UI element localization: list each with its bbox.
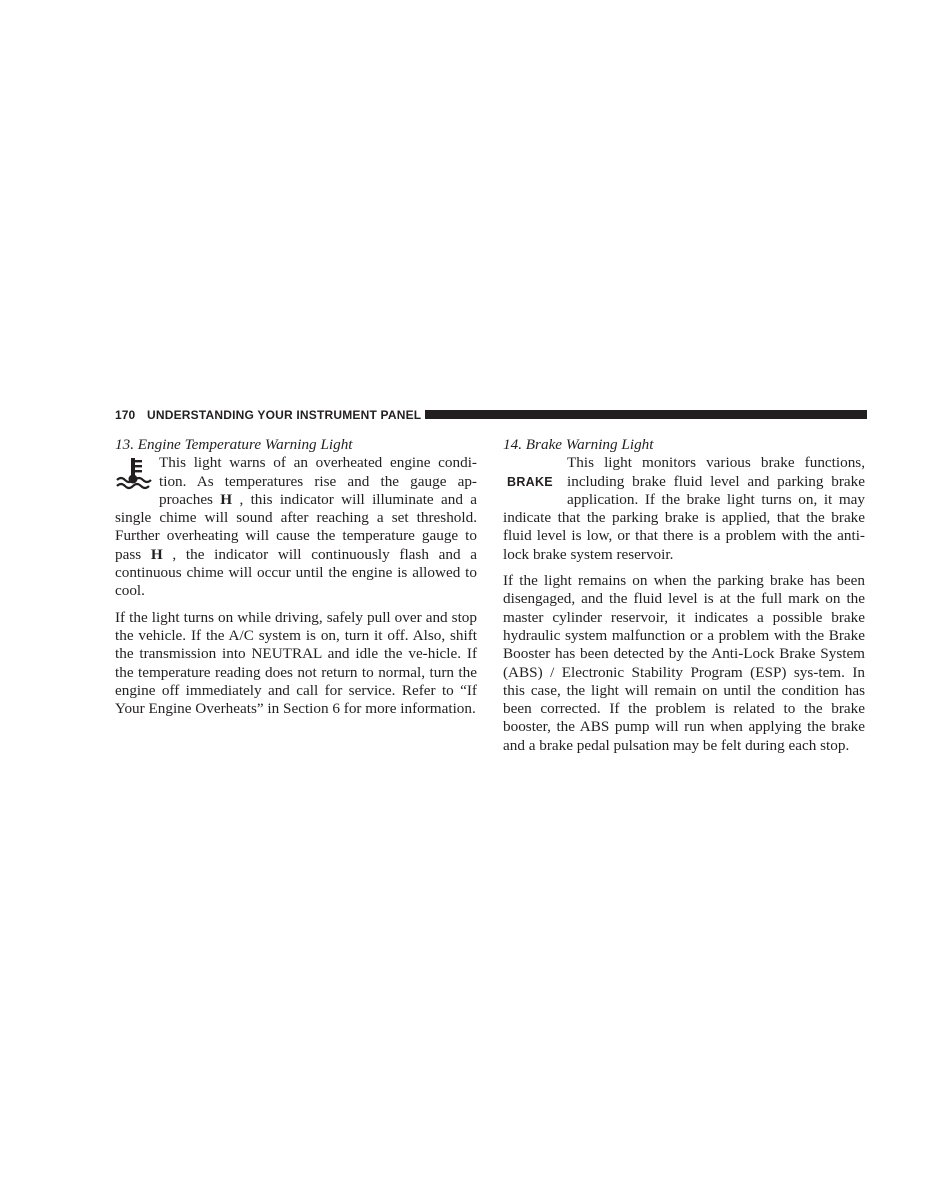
brake-heading: 14. Brake Warning Light	[503, 436, 654, 453]
engine-temperature-icon	[115, 456, 159, 496]
p1-line-a: This light warns of an overheated engine condi-	[159, 454, 477, 472]
brake-paragraph-1	[503, 454, 865, 564]
right-column	[503, 436, 865, 755]
engine-temp-paragraph-1	[115, 454, 477, 600]
p1-line-c-pre: proaches	[159, 490, 221, 508]
brake-p1-c: application. If the brake light turns on, it may	[567, 490, 865, 508]
p1-rest-pre: single chime will sound after reaching a set threshold. Further overheating will cause the temperature gauge to pass	[115, 509, 477, 563]
hot-marker: H	[220, 490, 233, 508]
p1-line-c-post: , this indicator will illuminate and a	[232, 490, 477, 508]
brake-p1-a: This light monitors various brake functions,	[567, 454, 865, 472]
brake-p1-e: the brake fluid level is low, or that there is a problem with the anti-lock brake system reservoir.	[503, 509, 866, 563]
p1-line-b: tion. As temperatures rise and the gauge ap-	[159, 472, 477, 490]
header-rule	[425, 410, 867, 419]
engine-temp-paragraph-2: If the light turns on while driving, safely pull over and stop the vehicle. If the A/C system is on, turn it off. Also, shift the transmission into NEUTRAL and idle the ve-hicle. If the temperature reading does not return to normal, turn the engine off immediately and call for service. Refer to “If Your Engine Overheats” in Section 6 for more information.	[115, 608, 477, 718]
brake-paragraph-2: If the light remains on when the parking brake has been disengaged, and the fluid level is at the full mark on the master cylinder reservoir, it indicates a possible brake hydraulic system malfunction or a problem with the Brake Booster has been detected by the Anti-Lock Brake System (ABS) / Electronic Stability Program (ESP) sys-tem. In this case, the light will remain on until the condition has been corrected. If the problem is related to the brake booster, the ABS pump will run when applying the brake and a brake pedal pulsation may be felt during each stop.	[503, 572, 865, 754]
p1-rest-post: , the indicator will continuously flash and a continuous chime will occur until the engine is allowed to cool.	[115, 545, 477, 600]
brake-icon-label: BRAKE	[507, 475, 553, 490]
brake-warning-icon	[503, 454, 567, 502]
brake-p1-b: including brake fluid level and parking brake	[567, 472, 865, 490]
page-number: 170	[115, 408, 136, 422]
engine-temp-heading: 13. Engine Temperature Warning Light	[115, 436, 353, 453]
page-header	[115, 407, 867, 425]
hot-marker-2: H	[150, 545, 163, 563]
left-column	[115, 436, 477, 718]
brake-p1-d: indicate that the parking brake is applied, that	[503, 509, 800, 527]
section-title: UNDERSTANDING YOUR INSTRUMENT PANEL	[147, 408, 422, 422]
